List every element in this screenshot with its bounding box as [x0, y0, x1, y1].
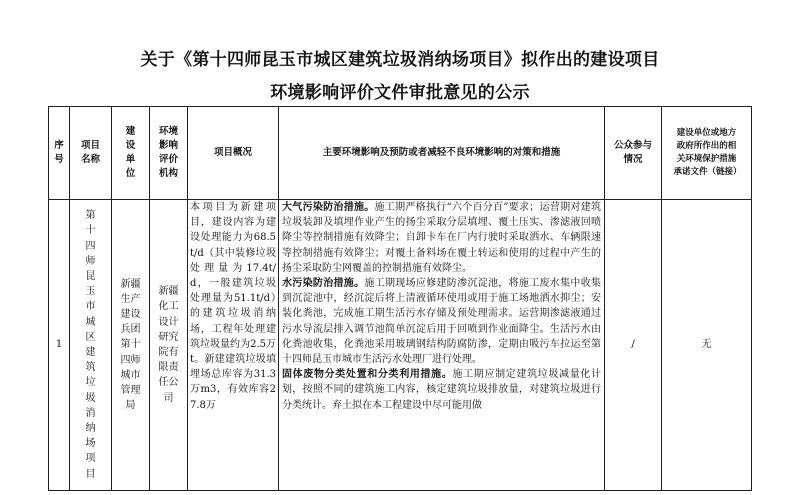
- measures-water-heading: 水污染防治措施。: [282, 278, 365, 290]
- cell-measures: [279, 200, 605, 491]
- measures-solid-heading: 固体废物分类处置和分类利用措施。: [282, 369, 453, 381]
- page-title-line-2: 环境影响评价文件审批意见的公示: [270, 83, 530, 103]
- page-title-line-1: 关于《第十四师昆玉市城区建筑垃圾消纳场项目》拟作出的建设项目: [140, 50, 660, 70]
- header-eia-org: 环境影响评价机构: [150, 107, 188, 200]
- header-overview: 项目概况: [188, 107, 279, 200]
- cell-commitment: 无: [662, 200, 752, 491]
- header-public-participation: 公众参与情况: [605, 107, 662, 200]
- approval-table: [48, 106, 752, 491]
- header-commitment: 建设单位或地方政府所作出的相关环境保护措施承诺文件（链接）: [662, 107, 752, 200]
- cell-eia-org: 新疆化工设计研究院有限责任公司: [150, 200, 188, 491]
- measures-air-heading: 大气污染防治措施。: [282, 202, 375, 213]
- header-construction-unit: 建设单位: [112, 107, 150, 200]
- cell-overview: 本项目为新建项目，建设内容为建设处理能力为68.5t/d（其中装修垃圾处理量为17.4t/d，一般建筑垃圾处理量为51.1t/d）的建筑垃圾消纳场，工程年处理建筑垃圾量约为2.5万t。新建建筑垃圾填埋场总库容为31.3万m3，有效库容27.8万: [188, 200, 279, 491]
- cell-construction-unit: 新疆生产建设兵团第十四师城市管理局: [112, 200, 150, 491]
- cell-project-name: 第十四师昆玉市城区建筑垃圾消纳场项目: [70, 200, 112, 491]
- header-measures: 主要环境影响及预防或者减轻不良环境影响的对策和措施: [279, 107, 605, 200]
- measures-water-text: 施工期现场应修建防渗沉淀池，将施工废水集中收集到沉淀池中，经沉淀后将上清液循环使用或用于施工场地洒水抑尘；安装化粪池，完成施工期生活污水存储及预处理需求。运营期渗滤液通过污水导流层排入调节池简单沉淀后用于回喷到作业面降尘。生活污水由化粪池收集，化粪池采用玻璃钢结构防腐防渗，定期由吸污车拉运至第十四师昆玉市城市生活污水处理厂进行处理。: [282, 278, 602, 366]
- cell-seq: 1: [49, 200, 70, 491]
- measures-solid-text: 施工期应制定建筑垃圾减量化计划，按照不同的建筑施工内容，核定建筑垃圾排放量，对建筑垃圾进行分类统计。弃土拟在本工程建设中尽可能用做: [282, 369, 602, 411]
- cell-public-participation: /: [605, 200, 662, 491]
- table-row: [49, 200, 752, 491]
- table-header-row: [49, 107, 752, 200]
- header-seq: 序号: [49, 107, 70, 200]
- header-project-name: 项目名称: [70, 107, 112, 200]
- measures-air-text: 施工期严格执行“六个百分百”要求；运营期对建筑垃圾装卸及填埋作业产生的扬尘采取分层填埋、覆土压实、渗滤液回喷降尘等控制措施有效降尘；自卸卡车在厂内行驶时采取洒水、车辆限速等控制措施有效降尘；对覆土备料场在覆土转运和使用的过程中产生的扬尘采取防尘网覆盖的控制措施有效降尘。: [282, 202, 601, 274]
